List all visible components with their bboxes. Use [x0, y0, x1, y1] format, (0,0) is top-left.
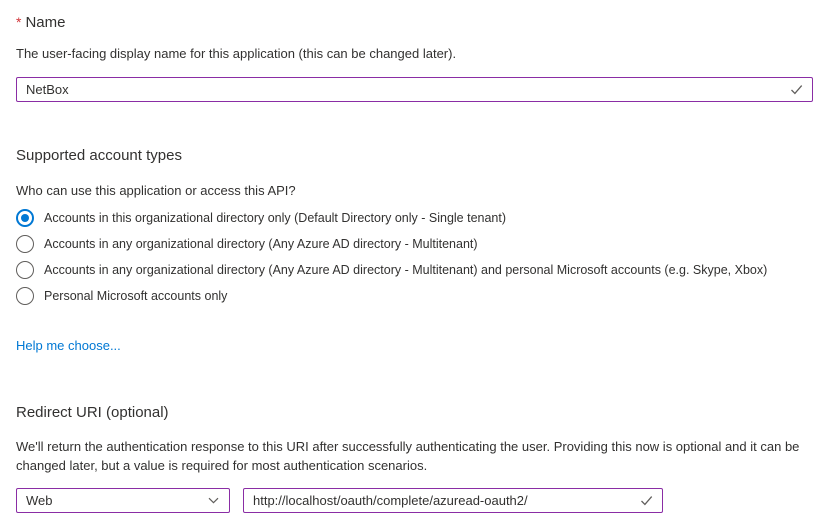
radio-option-label: Accounts in any organizational directory (Any Azure AD directory - Multitenant)	[44, 237, 478, 251]
radio-option-multitenant-personal[interactable]	[16, 261, 813, 279]
redirect-uri-input[interactable]	[244, 489, 639, 512]
name-input[interactable]	[17, 78, 789, 101]
account-types-radio-group	[16, 209, 813, 305]
platform-select[interactable]	[16, 488, 230, 513]
radio-option-label: Accounts in this organizational directory only (Default Directory only - Single tenant)	[44, 211, 507, 225]
radio-option-label: Personal Microsoft accounts only	[44, 289, 228, 303]
redirect-uri-description: We'll return the authentication response to this URI after successfully authenticating the user. Providing this now is optional and it can be changed later, but a value is required for most authentication scenarios.	[16, 439, 800, 473]
radio-unselected-icon[interactable]	[16, 287, 34, 305]
radio-option-personal-only[interactable]	[16, 287, 813, 305]
name-field	[16, 77, 813, 102]
name-heading-label: Name	[25, 14, 66, 31]
name-section-heading	[16, 12, 813, 33]
account-types-question: Who can use this application or access this API?	[16, 183, 296, 198]
required-marker: *	[16, 14, 22, 30]
account-types-heading: Supported account types	[16, 147, 182, 164]
radio-option-single-tenant[interactable]	[16, 209, 813, 227]
redirect-uri-heading: Redirect URI (optional)	[16, 404, 169, 421]
checkmark-icon	[789, 82, 804, 97]
radio-selected-icon[interactable]	[16, 209, 34, 227]
help-me-choose-link[interactable]: Help me choose...	[16, 338, 121, 353]
radio-unselected-icon[interactable]	[16, 235, 34, 253]
name-description: The user-facing display name for this application (this can be changed later).	[16, 46, 457, 61]
app-registration-form	[0, 12, 829, 513]
platform-select-value: Web	[26, 493, 53, 508]
chevron-down-icon	[207, 494, 220, 507]
checkmark-icon	[639, 493, 654, 508]
radio-dot	[21, 214, 29, 222]
redirect-uri-field	[243, 488, 663, 513]
radio-unselected-icon[interactable]	[16, 261, 34, 279]
redirect-uri-row	[16, 488, 813, 513]
radio-option-multitenant[interactable]	[16, 235, 813, 253]
radio-option-label: Accounts in any organizational directory (Any Azure AD directory - Multitenant) and personal Microsoft accounts (e.g. Skype, Xbox)	[44, 263, 768, 277]
